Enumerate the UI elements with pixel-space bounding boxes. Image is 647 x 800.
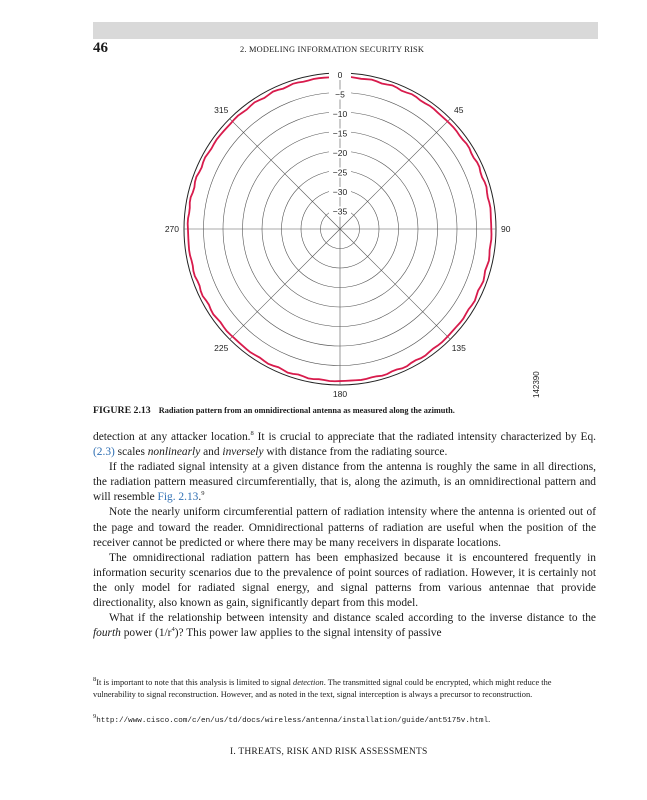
body-text bbox=[93, 430, 596, 641]
grid-spoke bbox=[230, 229, 340, 339]
angle-label: 90 bbox=[501, 224, 511, 234]
caption-text: Radiation pattern from an omnidirectional antenna as measured along the azimuth. bbox=[158, 406, 455, 415]
grid-spoke bbox=[340, 119, 450, 229]
grid-spoke bbox=[340, 229, 450, 339]
page-number: 46 bbox=[93, 40, 108, 56]
angle-label: 270 bbox=[164, 224, 179, 234]
radial-tick-label: −15 bbox=[332, 128, 348, 139]
figure-caption bbox=[93, 405, 598, 416]
equation-link[interactable]: (2.3) bbox=[93, 446, 115, 459]
angle-label: 45 bbox=[454, 105, 464, 116]
paragraph: What if the relationship between intensity and distance scaled according to the inverse distance to the fourth power $(1/r^4)$? This power law applies to the signal intensity of passive bbox=[93, 612, 596, 640]
radial-tick-label: −5 bbox=[335, 89, 345, 100]
footnote-url[interactable]: http://www.cisco.com/c/en/us/td/docs/wireless/antenna/installation/guide/ant5175v.html bbox=[96, 717, 489, 725]
page-footer: I. THREATS, RISK AND RISK ASSESSMENTS bbox=[230, 747, 428, 757]
radial-tick-label: 0 bbox=[337, 70, 343, 80]
caption-label: FIGURE 2.13 bbox=[93, 405, 151, 416]
radial-tick-label: −25 bbox=[332, 167, 348, 178]
figure-link[interactable]: Fig. 2.13 bbox=[157, 491, 199, 504]
footnote-ref[interactable]: 9 bbox=[201, 490, 205, 498]
grid-spoke bbox=[230, 119, 340, 229]
polar-grid bbox=[184, 73, 496, 385]
radial-tick-label: −20 bbox=[332, 148, 348, 158]
paragraph: detection at any attacker location.$^8$ It is crucial to appreciate that the radiated intensity characterized by Eq. (2.3) scales nonlinearly and inversely with distance from the radiating source. bbox=[93, 430, 596, 459]
radial-tick-label: −35 bbox=[332, 206, 348, 217]
angle-label: 225 bbox=[214, 342, 229, 353]
footnote-9: $^9$http://www.cisco.com/c/en/us/td/docs/wireless/antenna/installation/guide/ant5175v.html. bbox=[93, 713, 491, 725]
running-head: 2. MODELING INFORMATION SECURITY RISK bbox=[240, 45, 425, 54]
paragraph: Note the nearly uniform circumferential pattern of radiation intensity where the antenna is oriented out of the page and toward the reader. Omnidirectional patterns of radiation are useful when the position of the receiver cannot be predicted or where there may be many receivers in disparate locations. bbox=[93, 506, 596, 549]
polar-labels bbox=[165, 70, 511, 399]
angle-label: 135 bbox=[451, 342, 466, 353]
angle-label: 315 bbox=[214, 105, 229, 116]
angle-label: 180 bbox=[332, 389, 348, 399]
radial-tick-label: −10 bbox=[332, 109, 348, 119]
paragraph: If the radiated signal intensity at a given distance from the antenna is roughly the same in all directions, the radiation pattern measured circumferentially, that is, along the azimuth, is an omnidirectional pattern and will resemble Fig. 2.13.$^9$ bbox=[93, 461, 596, 504]
footnote-8: $^8$It is important to note that this analysis is limited to signal detection. The transmitted signal could be encrypted, which might reduce the vulnerability to signal reconstruction. However, and as noted in the text, signal interception is always a precursor to reconstruction. bbox=[93, 676, 552, 700]
footnote-ref[interactable]: 8 bbox=[250, 430, 254, 438]
paragraph: The omnidirectional radiation pattern has been emphasized because it is encountered frequently in information security scenarios due to the prevalence of point sources of radiation. However, it is certainly not the only model for radiated signal energy, and signal patterns from various antennae that provide directionality, also known as gain, significantly depart from this model. bbox=[93, 551, 596, 610]
figure-id: 142390 bbox=[532, 371, 541, 398]
radial-tick-label: −30 bbox=[332, 187, 348, 197]
